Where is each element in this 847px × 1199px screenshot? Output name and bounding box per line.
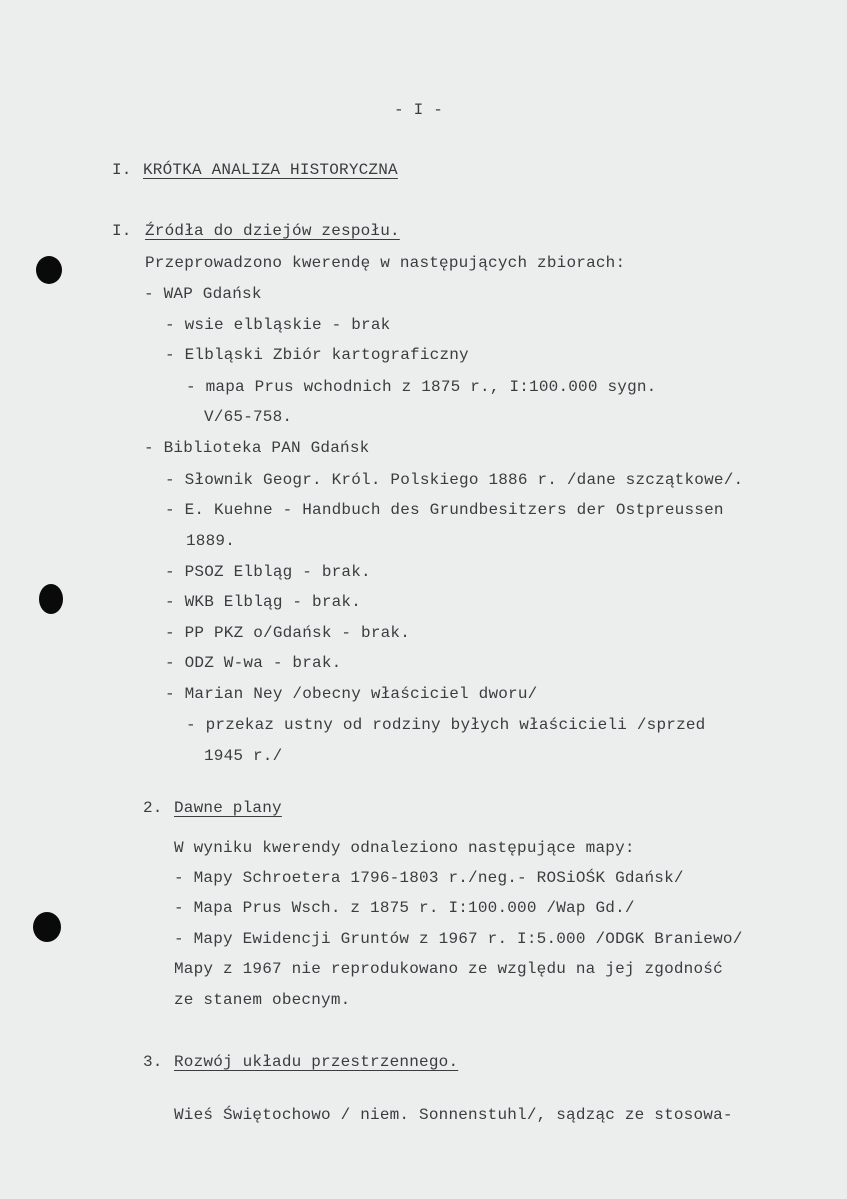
- source-item: - WKB Elbląg - brak.: [165, 593, 362, 611]
- subsection-2-number: 2.: [143, 799, 163, 817]
- paragraph-line: Wieś Świętochowo / niem. Sonnenstuhl/, sądząc ze stosowa-: [174, 1106, 733, 1124]
- map-item: W wyniku kwerendy odnaleziono następujące mapy:: [174, 839, 635, 857]
- subsection-1-title: Źródła do dziejów zespołu.: [145, 222, 400, 240]
- source-item: - E. Kuehne - Handbuch des Grundbesitzers der Ostpreussen: [165, 501, 724, 519]
- subsection-2-title: Dawne plany: [174, 799, 282, 817]
- punch-hole-middle: [39, 584, 63, 614]
- subsection-1-number: I.: [112, 222, 132, 240]
- subsection-3-number: 3.: [143, 1053, 163, 1071]
- punch-hole-bottom: [33, 912, 61, 942]
- subsection-3-title: Rozwój układu przestrzennego.: [174, 1053, 459, 1071]
- source-item: - Słownik Geogr. Król. Polskiego 1886 r. /dane szczątkowe/.: [165, 471, 744, 489]
- source-item: - wsie elbląskie - brak: [165, 316, 391, 334]
- map-note: ze stanem obecnym.: [174, 991, 351, 1009]
- source-item-continued: V/65-758.: [204, 408, 293, 426]
- source-item: - Marian Ney /obecny właściciel dworu/: [165, 685, 538, 703]
- source-item-continued: 1889.: [186, 532, 236, 550]
- source-item: - PSOZ Elbląg - brak.: [165, 563, 371, 581]
- source-item: - WAP Gdańsk: [144, 285, 262, 303]
- map-note: Mapy z 1967 nie reprodukowano ze względu na jej zgodność: [174, 960, 723, 978]
- source-item-continued: 1945 r./: [204, 747, 283, 765]
- map-item: - Mapa Prus Wsch. z 1875 r. I:100.000 /Wap Gd./: [174, 899, 635, 917]
- map-item: - Mapy Schroetera 1796-1803 r./neg.- ROSiOŚK Gdańsk/: [174, 869, 684, 887]
- source-item: - ODZ W-wa - brak.: [165, 654, 342, 672]
- page-number: - I -: [394, 101, 444, 119]
- source-item: - PP PKZ o/Gdańsk - brak.: [165, 624, 411, 642]
- punch-hole-top: [36, 256, 62, 284]
- source-item: - przekaz ustny od rodziny byłych właścicieli /sprzed: [186, 716, 706, 734]
- source-item: - Elbląski Zbiór kartograficzny: [165, 346, 469, 364]
- source-item: - mapa Prus wchodnich z 1875 r., I:100.000 sygn.: [186, 378, 657, 396]
- section-title: KRÓTKA ANALIZA HISTORYCZNA: [143, 161, 398, 179]
- source-item: - Biblioteka PAN Gdańsk: [144, 439, 370, 457]
- map-item: - Mapy Ewidencji Gruntów z 1967 r. I:5.000 /ODGK Braniewo/: [174, 930, 743, 948]
- section-number: I.: [112, 161, 132, 179]
- subsection-1-intro: Przeprowadzono kwerendę w następujących zbiorach:: [145, 254, 626, 272]
